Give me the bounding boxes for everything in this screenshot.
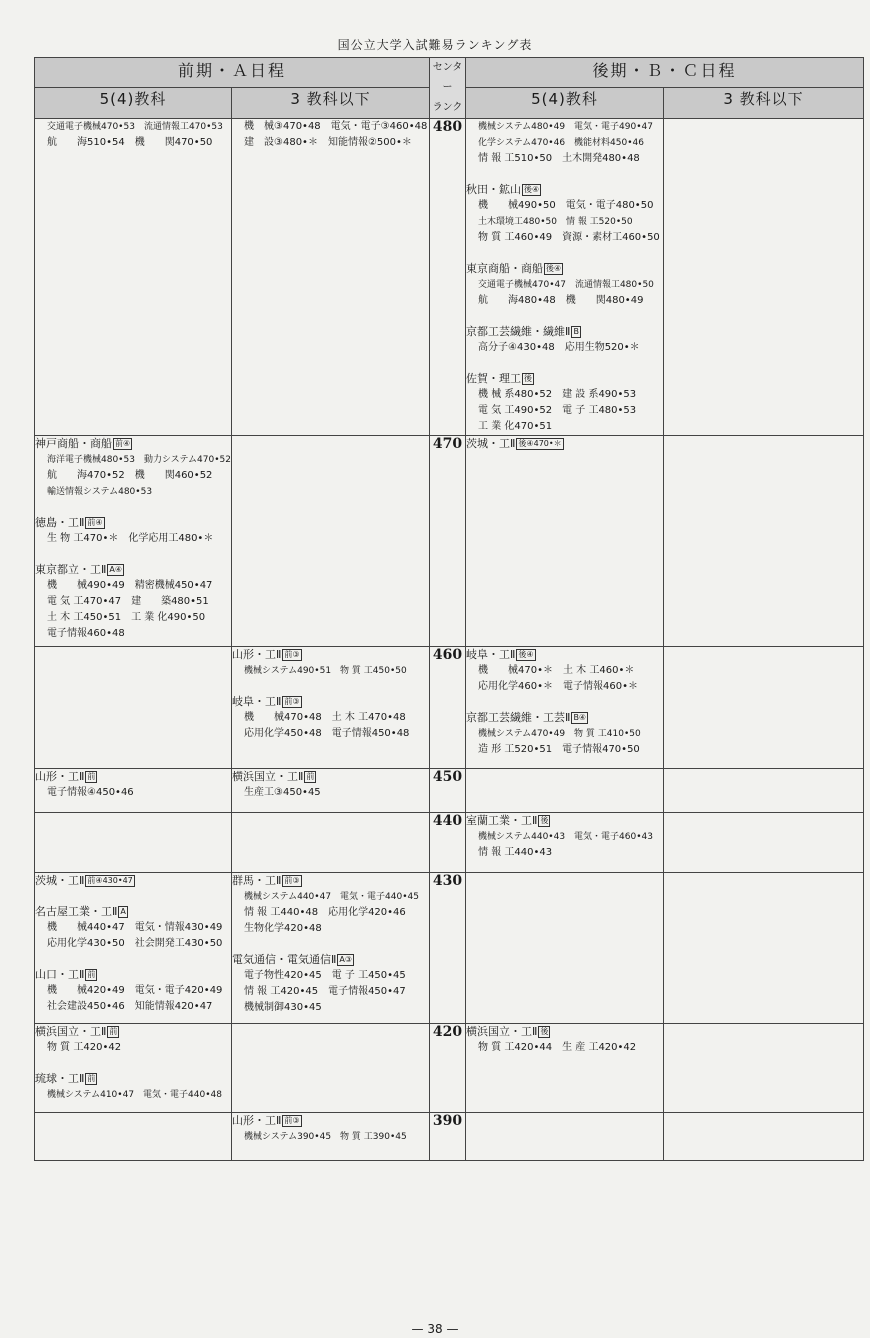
- university-entry: [35, 515, 231, 547]
- university-heading: [232, 1113, 429, 1129]
- exam-type-mark: 前③: [284, 876, 300, 885]
- university-heading: [35, 769, 231, 785]
- university-entry: [35, 119, 231, 151]
- department-score-line: 航 海480•48 機 関480•49: [478, 295, 644, 306]
- university-entry: [466, 813, 663, 861]
- department-score-line: 機 械490•49 精密機械450•47: [47, 580, 213, 591]
- department-score-line: 応用化学430•50 社会開発工430•50: [47, 938, 223, 949]
- front-three-subjects-header: 3 教科以下: [232, 88, 430, 119]
- university-heading: [466, 371, 663, 387]
- university-heading: [35, 873, 231, 889]
- department-score-line: 航 海470•52 機 関460•52: [47, 470, 213, 481]
- exam-type-mark: 前③: [284, 1116, 300, 1125]
- exam-type-mark: 後: [540, 1027, 549, 1036]
- department-score-line: 機械制御430•45: [244, 1002, 322, 1013]
- cell-front5: [35, 119, 232, 436]
- university-entry: [232, 952, 429, 1016]
- department-score-line: 生物化学420•48: [244, 923, 322, 934]
- exam-type-mark: 後④: [518, 650, 534, 659]
- university-heading: [232, 873, 429, 889]
- cell-front5: [35, 769, 232, 813]
- department-score-line: 機 械 系480•52 建 設 系490•53: [478, 389, 637, 400]
- department-score-line: 交通電子機械470•53 流通情報工470•53: [47, 122, 223, 132]
- cell-front3: [232, 769, 430, 813]
- university-name: 岐阜・工Ⅱ: [232, 695, 282, 708]
- department-score-line: 造 形 工520•51 電子情報470•50: [478, 744, 640, 755]
- department-score-line: 土木環境工480•50 情 報 工520•50: [478, 217, 633, 227]
- cell-back5: [466, 769, 664, 813]
- cell-back5: [466, 873, 664, 1024]
- rank-row: [35, 436, 864, 647]
- university-heading: [35, 904, 231, 920]
- back-schedule-header: 後期・Ｂ・Ｃ日程: [466, 58, 864, 88]
- university-entry: [35, 436, 231, 500]
- university-name: 東京都立・工Ⅱ: [35, 563, 107, 576]
- department-score-line: 機 械490•50 電気・電子480•50: [478, 200, 654, 211]
- university-heading: [35, 562, 231, 578]
- university-heading: [232, 952, 429, 968]
- exam-type-mark: 前: [87, 772, 96, 781]
- university-entry: [35, 769, 231, 801]
- university-entry: [466, 710, 663, 758]
- department-score-line: 電子情報460•48: [47, 628, 125, 639]
- cell-back3: [664, 436, 864, 647]
- university-heading: [466, 1024, 663, 1040]
- cell-front3: [232, 1024, 430, 1113]
- cell-front5: [35, 1024, 232, 1113]
- department-score-line: 電子情報④450•46: [47, 787, 134, 798]
- center-rank-value: 440: [430, 813, 466, 873]
- cell-back5: [466, 436, 664, 647]
- university-heading: [232, 694, 429, 710]
- department-score-line: 電子物性420•45 電 子 工450•45: [244, 970, 406, 981]
- department-score-line: 機 械420•49 電気・電子420•49: [47, 985, 223, 996]
- university-name: 徳島・工Ⅱ: [35, 516, 85, 529]
- department-score-line: 機 械470•48 土 木 工470•48: [244, 712, 406, 723]
- rank-row: [35, 769, 864, 813]
- department-score-line: 化学システム470•46 機能材料450•46: [478, 138, 644, 148]
- university-entry: [232, 694, 429, 742]
- cell-front3: [232, 647, 430, 769]
- university-heading: [466, 813, 663, 829]
- exam-type-mark: 後④: [524, 185, 540, 194]
- center-rank-value: 430: [430, 873, 466, 1024]
- university-heading: [35, 1071, 231, 1087]
- university-name: 岐阜・工Ⅱ: [466, 648, 516, 661]
- cell-back3: [664, 647, 864, 769]
- exam-type-mark: 前④: [115, 439, 131, 448]
- back-five-subjects-header: 5(4)教科: [466, 88, 664, 119]
- university-name: 山口・工Ⅱ: [35, 968, 85, 981]
- cell-front5: [35, 436, 232, 647]
- university-name: 山形・工Ⅱ: [35, 770, 85, 783]
- university-name: 京都工芸繊維・工芸Ⅱ: [466, 711, 571, 724]
- rank-row: [35, 1024, 864, 1113]
- department-score-line: 機 械440•47 電気・情報430•49: [47, 922, 223, 933]
- cell-front3: [232, 119, 430, 436]
- university-entry: [232, 119, 429, 151]
- university-entry: [35, 1071, 231, 1103]
- cell-back3: [664, 119, 864, 436]
- department-score-line: 高分子④430•48 応用生物520•＊: [478, 342, 640, 353]
- center-rank-header: [430, 58, 466, 119]
- exam-type-mark: 後: [540, 816, 549, 825]
- exam-type-mark: 前: [87, 970, 96, 979]
- cell-back3: [664, 813, 864, 873]
- cell-back3: [664, 769, 864, 813]
- exam-type-mark: 前: [109, 1027, 118, 1036]
- department-score-line: 情 報 工510•50 土木開発480•48: [478, 153, 640, 164]
- front-schedule-header: 前期・Ａ日程: [35, 58, 430, 88]
- university-heading: [232, 647, 429, 663]
- department-score-line: 機械システム410•47 電気・電子440•48: [47, 1090, 222, 1100]
- exam-type-mark: 前④: [87, 518, 103, 527]
- department-score-line: 機械システム390•45 物 質 工390•45: [244, 1132, 407, 1142]
- department-score-line: 交通電子機械470•47 流通情報工480•50: [478, 280, 654, 290]
- cell-back5: [466, 647, 664, 769]
- exam-type-mark: 前③: [284, 650, 300, 659]
- department-score-line: 生産工③450•45: [244, 787, 321, 798]
- university-heading: [466, 324, 663, 340]
- ranking-table: [34, 57, 864, 1161]
- university-entry: [466, 182, 663, 246]
- exam-type-mark: A④: [109, 565, 123, 574]
- university-entry: [466, 647, 663, 695]
- department-score-line: 情 報 工440•48 応用化学420•46: [244, 907, 406, 918]
- center-rank-header-line2: ランク: [432, 102, 463, 113]
- university-name: 横浜国立・工Ⅱ: [466, 1025, 538, 1038]
- university-name: 山形・工Ⅱ: [232, 648, 282, 661]
- exam-type-mark: 後④470•＊: [518, 439, 562, 448]
- page-title: 国公立大学入試難易ランキング表: [337, 38, 533, 52]
- department-score-line: 土 木 工450•51 工 業 化490•50: [47, 612, 206, 623]
- department-score-line: 機械システム440•43 電気・電子460•43: [478, 832, 653, 842]
- university-name: 電気通信・電気通信Ⅱ: [232, 953, 337, 966]
- center-rank-value: 390: [430, 1113, 466, 1161]
- exam-type-mark: A: [120, 907, 126, 916]
- department-score-line: 工 業 化470•51: [478, 421, 553, 432]
- center-rank-value: 420: [430, 1024, 466, 1113]
- department-score-line: 生 物 工470•＊ 化学応用工480•＊: [47, 533, 214, 544]
- university-heading: [466, 710, 663, 726]
- university-entry: [35, 967, 231, 1015]
- university-name: 名古屋工業・工Ⅱ: [35, 905, 118, 918]
- department-score-line: 物 質 工420•44 生 産 工420•42: [478, 1042, 637, 1053]
- university-entry: [35, 1024, 231, 1056]
- rank-row: [35, 119, 864, 436]
- university-entry: [466, 436, 663, 452]
- university-name: 山形・工Ⅱ: [232, 1114, 282, 1127]
- cell-back5: [466, 813, 664, 873]
- rank-row: [35, 873, 864, 1024]
- university-name: 横浜国立・工Ⅱ: [35, 1025, 107, 1038]
- university-entry: [232, 647, 429, 679]
- university-name: 東京商船・商船: [466, 262, 544, 275]
- university-heading: [35, 1024, 231, 1040]
- exam-type-mark: B: [573, 327, 579, 336]
- university-entry: [466, 371, 663, 435]
- university-entry: [466, 119, 663, 167]
- department-score-line: 航 海510•54 機 関470•50: [47, 137, 213, 148]
- department-score-line: 機械システム490•51 物 質 工450•50: [244, 666, 407, 676]
- university-heading: [466, 647, 663, 663]
- cell-front3: [232, 436, 430, 647]
- exam-type-mark: 前: [87, 1074, 96, 1083]
- university-entry: [466, 1024, 663, 1056]
- exam-type-mark: B④: [573, 713, 587, 722]
- department-score-line: 機械システム440•47 電気・電子440•45: [244, 892, 419, 902]
- department-score-line: 情 報 工440•43: [478, 847, 553, 858]
- department-score-line: 機械システム480•49 電気・電子490•47: [478, 122, 653, 132]
- department-score-line: 情 報 工420•45 電子情報450•47: [244, 986, 406, 997]
- cell-front5: [35, 647, 232, 769]
- center-rank-value: 450: [430, 769, 466, 813]
- cell-back5: [466, 1113, 664, 1161]
- cell-back3: [664, 1113, 864, 1161]
- department-score-line: 機 械③470•48 電気・電子③460•48: [244, 121, 428, 132]
- cell-front3: [232, 813, 430, 873]
- university-name: 神戸商船・商船: [35, 437, 112, 450]
- exam-type-mark: A③: [339, 955, 353, 964]
- university-entry: [35, 873, 231, 889]
- cell-back5: [466, 119, 664, 436]
- university-entry: [466, 324, 663, 356]
- rank-row: [35, 1113, 864, 1161]
- department-score-line: 海洋電子機械480•53 動力システム470•52: [47, 455, 231, 465]
- department-score-line: 電 気 工490•52 電 子 工480•53: [478, 405, 637, 416]
- university-entry: [232, 769, 429, 801]
- university-heading: [35, 436, 231, 452]
- center-rank-value: 470: [430, 436, 466, 647]
- university-name: 琉球・工Ⅱ: [35, 1072, 85, 1085]
- cell-front3: [232, 873, 430, 1024]
- cell-back5: [466, 1024, 664, 1113]
- department-score-line: 物 質 工420•42: [47, 1042, 122, 1053]
- exam-type-mark: 前: [306, 772, 315, 781]
- exam-type-mark: 後④: [546, 264, 562, 273]
- university-name: 群馬・工Ⅱ: [232, 874, 282, 887]
- cell-back3: [664, 873, 864, 1024]
- back-three-subjects-header: 3 教科以下: [664, 88, 864, 119]
- university-name: 秋田・鉱山: [466, 183, 522, 196]
- rank-row: [35, 647, 864, 769]
- university-heading: [232, 769, 429, 785]
- university-entry: [232, 873, 429, 937]
- university-entry: [35, 562, 231, 642]
- university-name: 京都工芸繊維・繊維Ⅱ: [466, 325, 571, 338]
- cell-front5: [35, 813, 232, 873]
- university-name: 佐賀・理工: [466, 372, 522, 385]
- exam-type-mark: 後: [524, 374, 533, 383]
- center-rank-value: 460: [430, 647, 466, 769]
- cell-front3: [232, 1113, 430, 1161]
- university-entry: [232, 1113, 429, 1145]
- exam-type-mark: 前④430•47: [87, 876, 133, 885]
- university-entry: [35, 904, 231, 952]
- university-heading: [466, 182, 663, 198]
- center-rank-header-line1: センター: [432, 62, 463, 93]
- department-score-line: 輸送情報システム480•53: [47, 487, 153, 497]
- university-name: 茨城・工Ⅱ: [35, 874, 85, 887]
- university-name: 横浜国立・工Ⅱ: [232, 770, 304, 783]
- university-heading: [35, 967, 231, 983]
- university-heading: [466, 261, 663, 277]
- university-entry: [466, 261, 663, 309]
- department-score-line: 物 質 工460•49 資源・素材工460•50: [478, 232, 660, 243]
- cell-front5: [35, 873, 232, 1024]
- page-number: — 38 —: [411, 1322, 459, 1336]
- cell-front5: [35, 1113, 232, 1161]
- university-heading: [35, 515, 231, 531]
- exam-type-mark: 前③: [284, 697, 300, 706]
- cell-back3: [664, 1024, 864, 1113]
- university-heading: [466, 436, 663, 452]
- university-name: 室蘭工業・工Ⅱ: [466, 814, 538, 827]
- front-five-subjects-header: 5(4)教科: [35, 88, 232, 119]
- department-score-line: 応用化学460•＊ 電子情報460•＊: [478, 681, 638, 692]
- department-score-line: 建 設③480•＊ 知能情報②500•＊: [244, 137, 412, 148]
- university-name: 茨城・工Ⅱ: [466, 437, 516, 450]
- department-score-line: 応用化学450•48 電子情報450•48: [244, 728, 410, 739]
- center-rank-value: 480: [430, 119, 466, 436]
- department-score-line: 電 気 工470•47 建 築480•51: [47, 596, 209, 607]
- rank-row: [35, 813, 864, 873]
- department-score-line: 社会建設450•46 知能情報420•47: [47, 1001, 213, 1012]
- department-score-line: 機 械470•＊ 土 木 工460•＊: [478, 665, 635, 676]
- department-score-line: 機械システム470•49 物 質 工410•50: [478, 729, 641, 739]
